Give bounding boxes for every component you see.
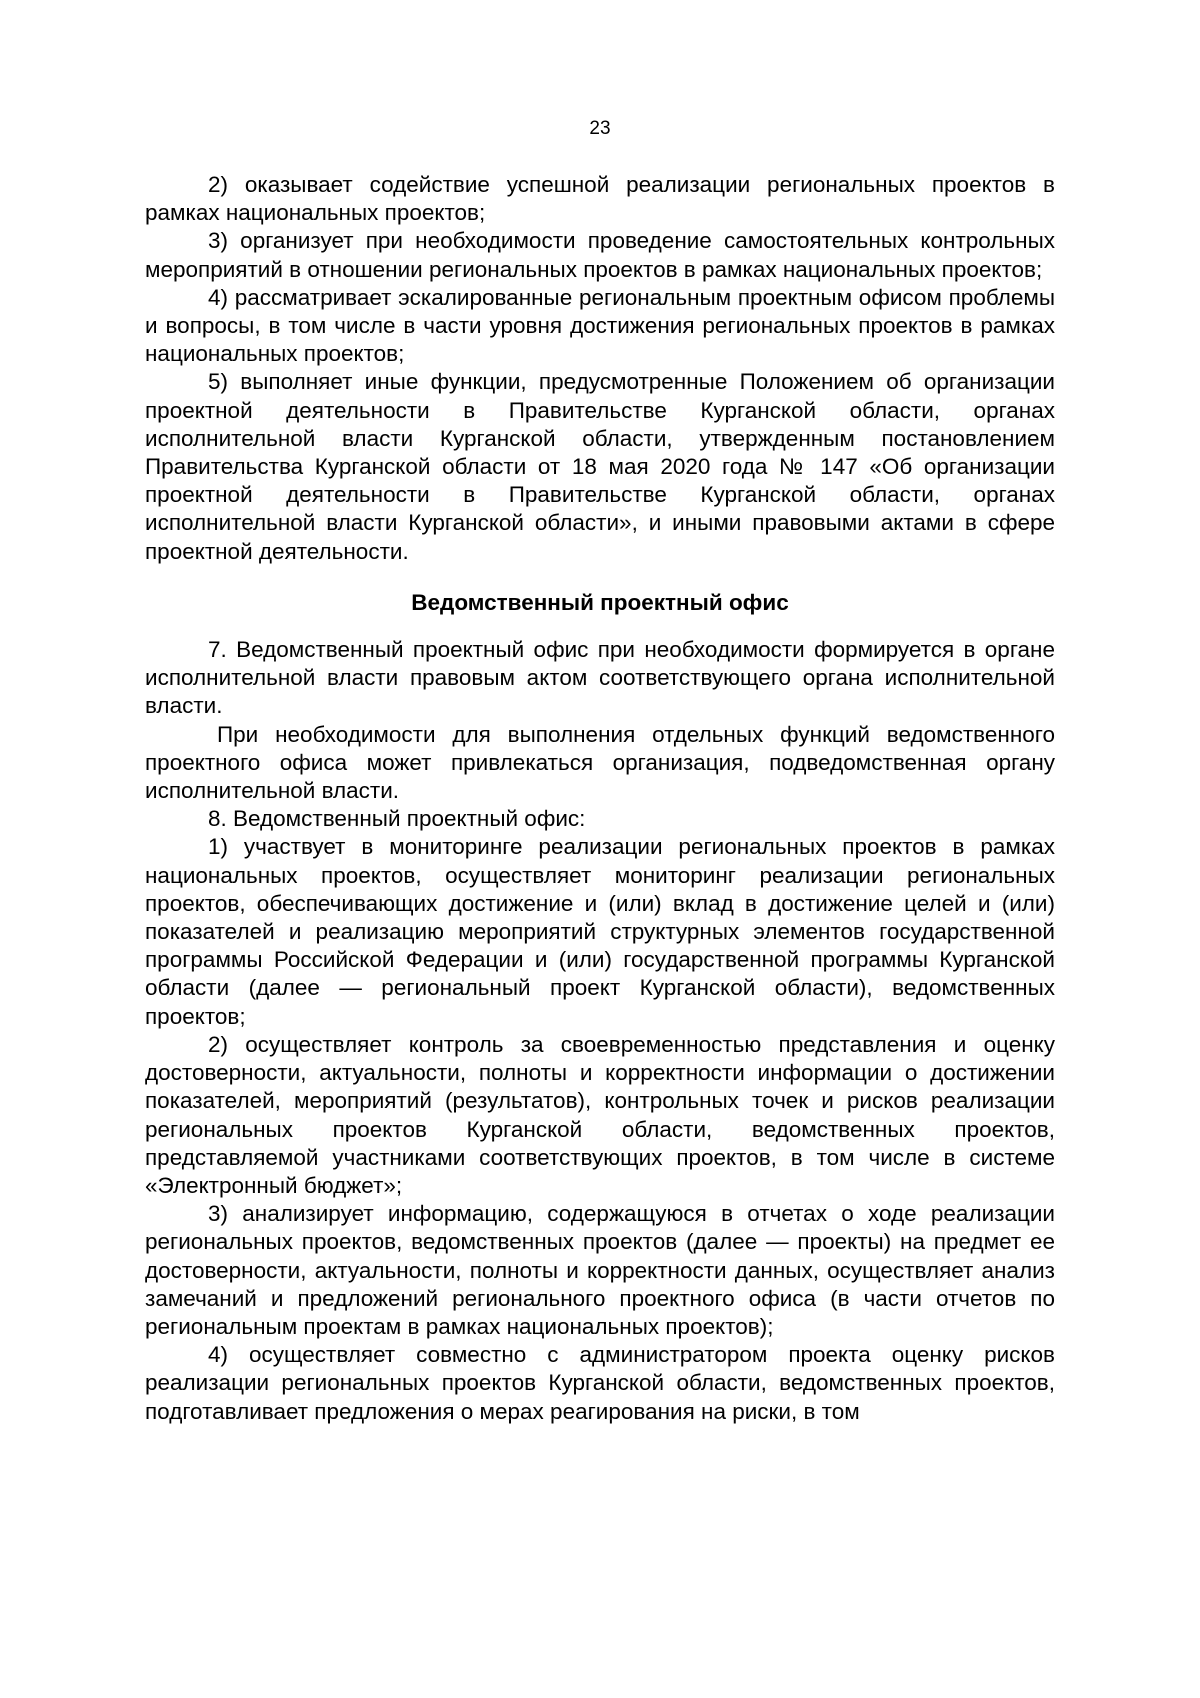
paragraph-clause-8-item-3: 3) анализирует информацию, содержащуюся в отчетах о ходе реализации региональных проектов, ведомственных проектов (далее — проекты) на предмет ее достоверности, актуальности, полноты и корректности данных, осуществляет анализ замечаний и предложений регионального проектного офиса (в части отчетов по региональным проектам в рамках национальных проектов); <box>145 1201 1055 1339</box>
paragraph-clause-8: 8. Ведомственный проектный офис: <box>208 806 586 832</box>
document-body <box>145 171 1055 1426</box>
paragraph-clause-8-item-4: 4) осуществляет совместно с администратором проекта оценку рисков реализации региональных проектов Курганской области, ведомственных проектов, подготавливает предложения о мерах реагирования на риски, в том <box>145 1342 1055 1424</box>
section-heading: Ведомственный проектный офис <box>411 589 789 615</box>
paragraph-item-3: 3) организует при необходимости проведение самостоятельных контрольных мероприятий в отношении региональных проектов в рамках национальных проектов; <box>145 228 1055 282</box>
paragraph-clause-8-item-1: 1) участвует в мониторинге реализации региональных проектов в рамках национальных проектов, осуществляет мониторинг реализации региональных проектов, обеспечивающих достижение и (или) вклад в достижение целей и (или) показателей и реализацию мероприятий структурных элементов государственной программы Российской Федерации и (или) государственной программы Курганской области (далее — региональный проект Курганской области), ведомственных проектов; <box>145 834 1055 1029</box>
paragraph-item-5: 5) выполняет иные функции, предусмотренные Положением об организации проектной деятельности в Правительстве Курганской области, органах исполнительной власти Курганской области, утвержденным постановлением Правительства Курганской области от 18 мая 2020 года № 147 «Об организации проектной деятельности в Правительстве Курганской области, органах исполнительной власти Курганской области», и иными правовыми актами в сфере проектной деятельности. <box>145 369 1055 564</box>
paragraph-item-4: 4) рассматривает эскалированные региональным проектным офисом проблемы и вопросы, в том числе в части уровня достижения региональных проектов в рамках национальных проектов; <box>145 284 1055 367</box>
paragraph-subordinate-org: При необходимости для выполнения отдельных функций ведомственного проектного офиса может привлекаться организация, подведомственная органу исполнительной власти. <box>145 721 1055 804</box>
paragraph-clause-7: 7. Ведомственный проектный офис при необходимости формируется в органе исполнительной власти правовым актом соответствующего органа исполнительной власти. <box>145 637 1055 719</box>
paragraph-clause-8-item-2: 2) осуществляет контроль за своевременностью представления и оценку достоверности, актуальности, полноты и корректности информации о достижении показателей, мероприятий (результатов), контрольных точек и рисков реализации региональных проектов Курганской области, ведомственных проектов, представляемой участниками соответствующих проектов, в том числе в системе «Электронный бюджет»; <box>145 1031 1055 1198</box>
paragraph-item-2: 2) оказывает содействие успешной реализации региональных проектов в рамках национальных проектов; <box>145 172 1055 226</box>
page-number: 23 <box>589 118 611 139</box>
